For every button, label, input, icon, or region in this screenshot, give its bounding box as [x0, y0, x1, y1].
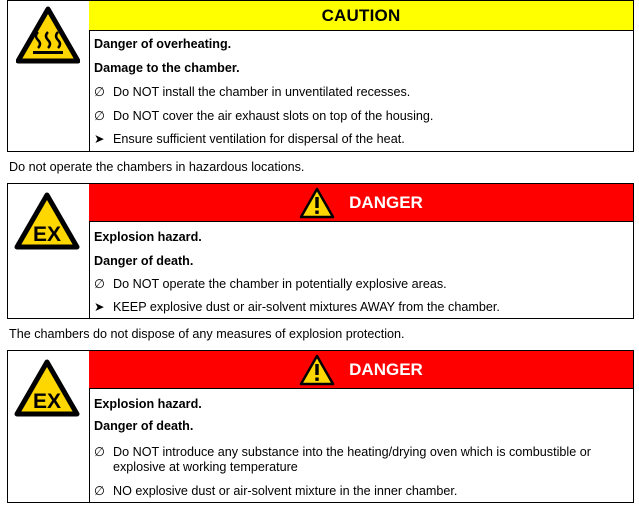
caution-line-1: Danger of overheating.	[94, 37, 232, 51]
danger2-line-3: ∅ Do NOT introduce any substance into the heating/drying oven which is combustible or explosive at working temperature	[94, 445, 591, 474]
caution-line-2: Damage to the chamber.	[94, 61, 240, 75]
danger-header-label-2: DANGER	[349, 359, 423, 379]
danger-header-1	[89, 184, 633, 222]
danger-content-2	[89, 351, 633, 502]
explosion-hazard-ex-icon	[14, 192, 80, 250]
danger1-line-3: ∅ Do NOT operate the chamber in potentially explosive areas.	[94, 277, 447, 291]
caution-header-label: CAUTION	[321, 5, 401, 25]
prohibition-icon: ∅	[94, 277, 105, 291]
note-explosion-protection: The chambers do not dispose of any measures of explosion protection.	[9, 327, 405, 341]
svg-text:EX: EX	[32, 390, 62, 413]
prohibition-icon: ∅	[94, 109, 105, 123]
warning-triangle-icon	[299, 354, 335, 386]
caution-header	[89, 1, 633, 31]
danger-icon-cell-2	[8, 351, 90, 502]
caution-icon-cell	[8, 1, 90, 151]
arrow-bullet-icon: ➤	[94, 132, 105, 146]
arrow-bullet-icon: ➤	[94, 300, 105, 314]
caution-content	[89, 1, 633, 151]
explosion-hazard-ex-icon	[14, 359, 80, 417]
danger2-line-1: Explosion hazard.	[94, 397, 202, 411]
danger-box-1	[7, 183, 634, 319]
danger1-line-4: ➤ KEEP explosive dust or air-solvent mixtures AWAY from the chamber.	[94, 300, 500, 314]
caution-line-4: ∅ Do NOT cover the air exhaust slots on top of the housing.	[94, 109, 434, 123]
prohibition-icon: ∅	[94, 85, 105, 99]
caution-box	[7, 0, 634, 152]
danger2-line-4: ∅ NO explosive dust or air-solvent mixture in the inner chamber.	[94, 484, 458, 498]
danger1-line-2: Danger of death.	[94, 254, 194, 268]
danger-box-2	[7, 350, 634, 503]
caution-line-3: ∅ Do NOT install the chamber in unventilated recesses.	[94, 85, 411, 99]
danger-icon-cell-1	[8, 184, 90, 318]
danger-header-2	[89, 351, 633, 389]
danger2-line-2: Danger of death.	[94, 419, 194, 433]
note-hazardous-locations: Do not operate the chambers in hazardous locations.	[9, 160, 305, 174]
hot-surface-warning-icon	[16, 6, 80, 64]
svg-text:EX: EX	[32, 223, 62, 246]
caution-line-5: ➤ Ensure sufficient ventilation for dispersal of the heat.	[94, 132, 405, 146]
danger-content-1	[89, 184, 633, 318]
danger1-line-1: Explosion hazard.	[94, 230, 202, 244]
prohibition-icon: ∅	[94, 484, 105, 498]
warning-triangle-icon	[299, 187, 335, 219]
prohibition-icon: ∅	[94, 445, 105, 459]
danger-header-label-1: DANGER	[349, 192, 423, 212]
